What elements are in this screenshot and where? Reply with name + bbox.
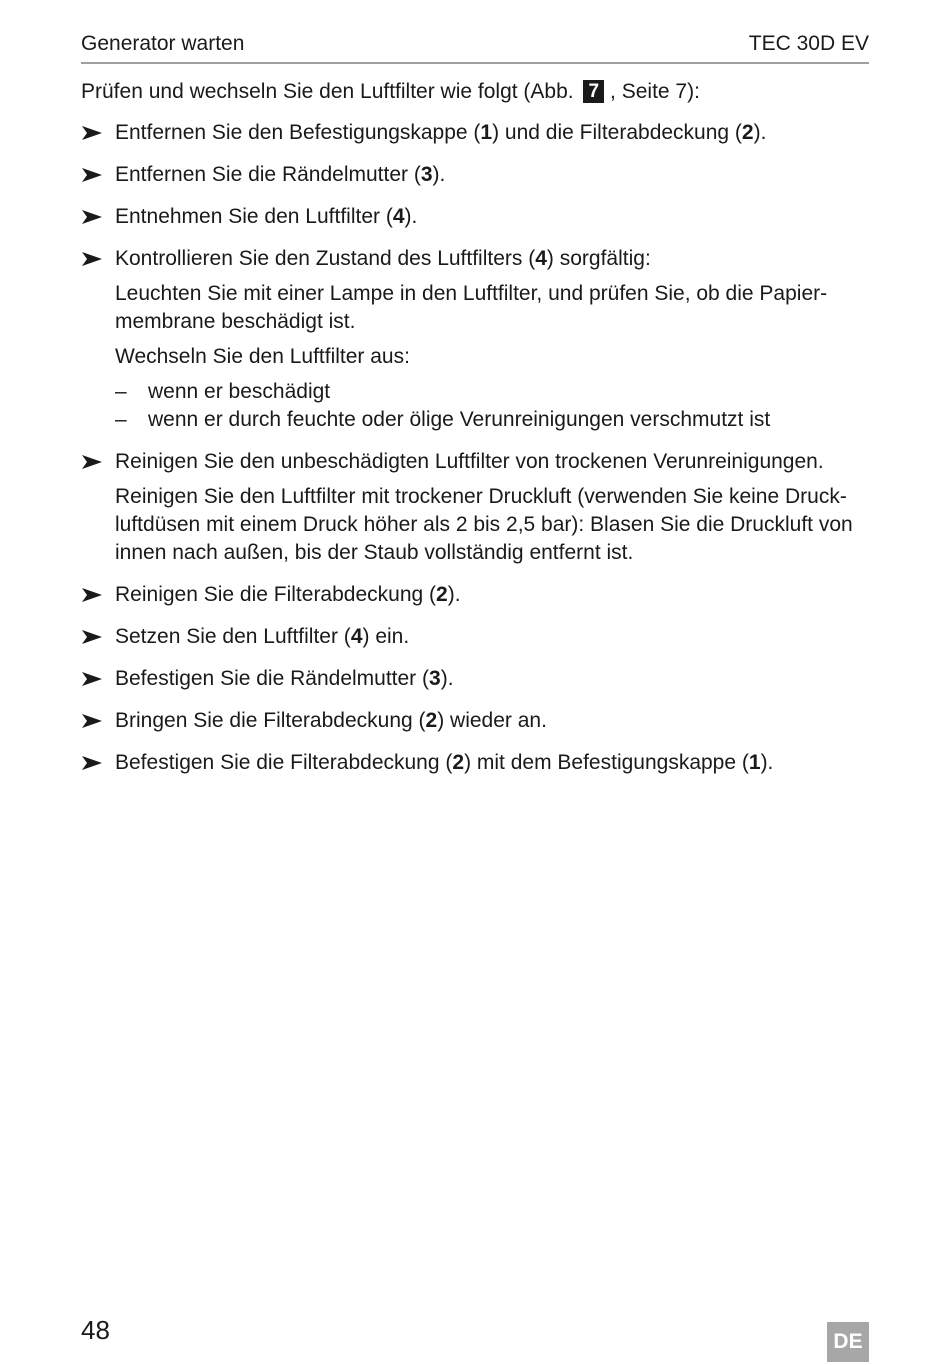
step-text-segment: Reinigen Sie den unbeschädigten Luftfilter von trockenen Verunreinigungen. [115, 450, 824, 473]
step-text [115, 665, 869, 693]
step-text-segment: ) mit dem Befestigungskappe ( [464, 751, 749, 774]
part-number: 4 [535, 247, 547, 270]
step-text-segment: Entfernen Sie die Rändelmutter ( [115, 163, 421, 186]
language-badge: DE [827, 1322, 869, 1362]
arrow-bullet-icon [81, 119, 103, 147]
arrow-bullet-icon [81, 245, 103, 273]
figure-reference-badge: 7 [583, 80, 604, 103]
instruction-step [81, 161, 869, 189]
step-text-segment: ). [760, 751, 774, 774]
step-text-segment: Entnehmen Sie den Luftfilter ( [115, 205, 393, 228]
model-name: TEC 30D EV [748, 32, 869, 55]
part-number: 1 [748, 751, 761, 774]
instruction-step [81, 665, 869, 693]
step-text [115, 749, 869, 777]
condition-list [115, 378, 869, 434]
step-detail: Reinigen Sie den Luftfilter mit trockener Druckluft (verwenden Sie keine Druck-luftdüsen mit einem Druck höher als 2 bis 2,5 bar): Blasen Sie die Druckluft von innen nach außen, bis der Staub vollständig entfernt ist. [115, 485, 853, 564]
arrow-bullet-icon [81, 707, 103, 735]
step-text-segment: Kontrollieren Sie den Zustand des Luftfilters ( [115, 247, 536, 270]
arrow-bullet-icon [81, 161, 103, 189]
step-text [115, 448, 869, 476]
intro-after: , Seite 7): [610, 80, 700, 103]
instruction-step [81, 623, 869, 651]
step-text-segment: ). [440, 667, 454, 690]
part-number: 2 [436, 583, 448, 606]
step-detail: Wechseln Sie den Luftfilter aus: [115, 345, 410, 368]
step-text-segment: ) ein. [362, 625, 410, 648]
page-number: 48 [81, 1315, 110, 1345]
step-text-segment: ). [432, 163, 446, 186]
step-text-segment: Setzen Sie den Luftfilter ( [115, 625, 351, 648]
instruction-step [81, 581, 869, 609]
step-text [115, 707, 869, 735]
arrow-bullet-icon [81, 623, 103, 651]
section-title: Generator warten [81, 32, 245, 55]
page-header [81, 30, 869, 64]
step-text [115, 581, 869, 609]
list-item [115, 406, 869, 434]
part-number: 1 [480, 121, 493, 144]
step-text-segment: Entfernen Sie den Befestigungskappe ( [115, 121, 481, 144]
step-text-segment: Befestigen Sie die Rändelmutter ( [115, 667, 430, 690]
list-item [115, 378, 869, 406]
arrow-bullet-icon [81, 749, 103, 777]
part-number: 4 [350, 625, 363, 648]
instruction-step [81, 448, 869, 567]
instruction-step [81, 203, 869, 231]
step-text [115, 203, 869, 231]
step-text-segment: ). [447, 583, 461, 606]
part-number: 2 [741, 121, 754, 144]
instruction-step [81, 707, 869, 735]
arrow-bullet-icon [81, 665, 103, 693]
arrow-bullet-icon [81, 203, 103, 231]
arrow-bullet-icon [81, 581, 103, 609]
part-number: 2 [425, 709, 438, 732]
step-text-segment: ) sorgfältig: [546, 247, 651, 270]
list-item-text: wenn er beschädigt [148, 380, 331, 403]
part-number: 2 [452, 751, 465, 774]
step-text [115, 623, 869, 651]
instruction-step [81, 245, 869, 434]
part-number: 3 [420, 163, 433, 186]
list-item-text: wenn er durch feuchte oder ölige Verunreinigungen verschmutzt ist [148, 408, 771, 431]
step-detail: Leuchten Sie mit einer Lampe in den Luftfilter, und prüfen Sie, ob die Papier-membrane beschädigt ist. [115, 282, 828, 333]
instruction-step [81, 119, 869, 147]
step-text [115, 119, 869, 147]
step-text-segment: Befestigen Sie die Filterabdeckung ( [115, 751, 453, 774]
step-text [115, 161, 869, 189]
step-text-segment: ) wieder an. [437, 709, 547, 732]
instruction-step [81, 749, 869, 777]
arrow-bullet-icon [81, 448, 103, 476]
step-text-segment: ) und die Filterabdeckung ( [492, 121, 742, 144]
intro-before: Prüfen und wechseln Sie den Luftfilter wie folgt (Abb. [81, 80, 574, 103]
step-text-segment: Reinigen Sie die Filterabdeckung ( [115, 583, 437, 606]
step-text-segment: ). [753, 121, 767, 144]
step-text-segment: ). [404, 205, 418, 228]
dash-bullet: – [115, 380, 127, 403]
dash-bullet: – [115, 408, 127, 431]
step-text [115, 245, 869, 273]
page-content [81, 78, 869, 791]
part-number: 4 [392, 205, 405, 228]
step-text-segment: Bringen Sie die Filterabdeckung ( [115, 709, 426, 732]
intro-text [81, 78, 869, 106]
part-number: 3 [429, 667, 441, 690]
instruction-steps [81, 119, 869, 777]
